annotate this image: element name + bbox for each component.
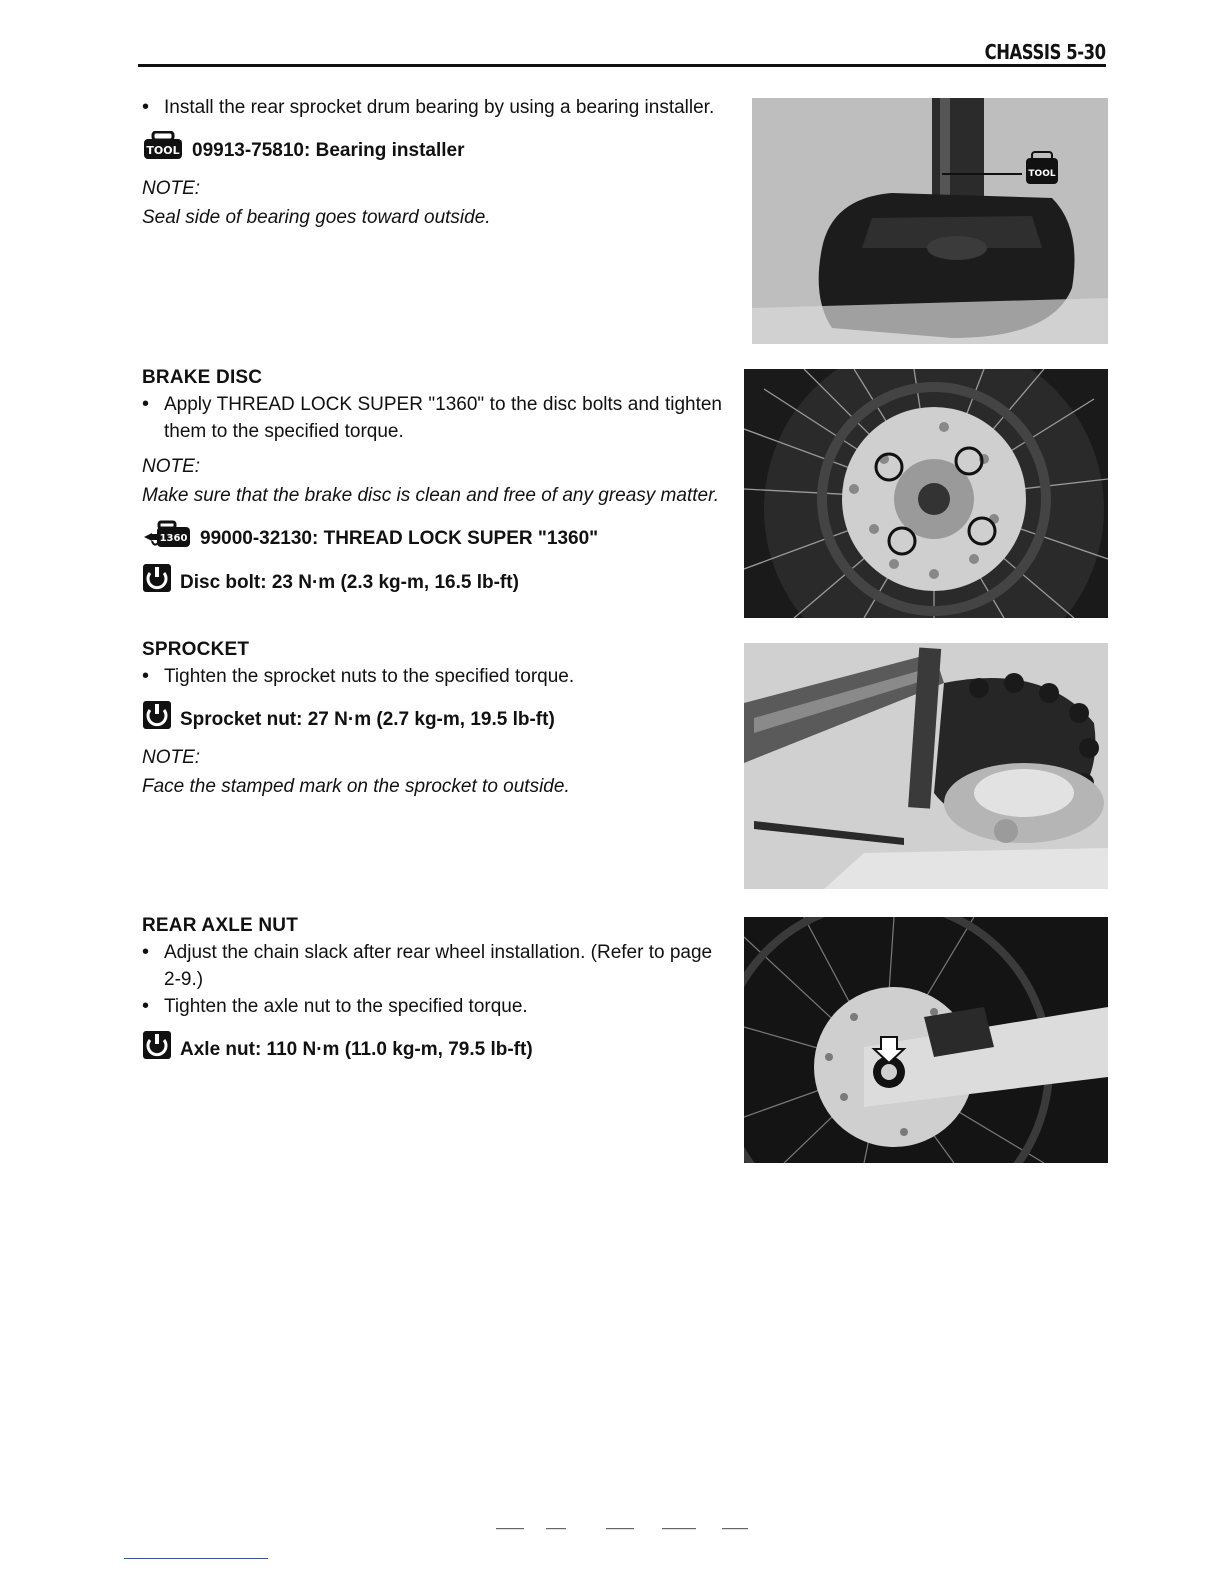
thread-lock-icon [142, 519, 192, 557]
brake-disc-note-text: Make sure that the brake disc is clean and free of any greasy matter. [142, 485, 719, 506]
brake-disc-torque-spec [142, 563, 722, 601]
axle-instruction-2: • Tighten the axle nut to the specified torque. [142, 993, 722, 1020]
tool-badge-text: TOOL [146, 144, 180, 157]
sprocket-torque-spec [142, 700, 722, 738]
section-sprocket [142, 636, 722, 800]
photo-bearing-installer [752, 98, 1108, 344]
header-rule [138, 64, 1106, 67]
axle-torque-label: Axle nut: 110 N·m (11.0 kg-m, 79.5 lb-ft) [180, 1038, 533, 1060]
brake-disc-note-label: NOTE: [142, 456, 201, 477]
footer-marks [496, 1528, 756, 1530]
brake-disc-lock-spec [142, 519, 722, 557]
bearing-note-text: Seal side of bearing goes toward outside. [142, 207, 491, 228]
brake-disc-lock-label: 99000-32130: THREAD LOCK SUPER "1360" [200, 527, 599, 549]
bearing-tool-spec [142, 131, 722, 169]
section-bearing [142, 94, 722, 231]
torque-wrench-icon [142, 563, 172, 601]
axle-torque-spec [142, 1030, 722, 1068]
lock-badge-text: 1360 [159, 533, 188, 544]
bearing-tool-label: 09913-75810: Bearing installer [192, 139, 465, 161]
sprocket-torque-label: Sprocket nut: 27 N·m (2.7 kg-m, 19.5 lb-ft) [180, 708, 555, 730]
sprocket-note-text: Face the stamped mark on the sprocket to outside. [142, 776, 570, 797]
brake-disc-torque-label: Disc bolt: 23 N·m (2.3 kg-m, 16.5 lb-ft) [180, 571, 519, 593]
section-brake-disc [142, 364, 722, 605]
photo-sprocket [744, 643, 1108, 889]
photo-brake-disc [744, 369, 1108, 618]
footer-link-underline [124, 1558, 268, 1559]
sprocket-heading: SPROCKET [142, 639, 250, 660]
torque-wrench-icon [142, 700, 172, 738]
section-rear-axle-nut [142, 912, 722, 1072]
sprocket-note-label: NOTE: [142, 747, 201, 768]
sprocket-instruction: • Tighten the sprocket nuts to the specified torque. [142, 663, 722, 690]
bearing-instruction: • Install the rear sprocket drum bearing by using a bearing installer. [142, 94, 722, 121]
photo-tool-badge-text: TOOL [1028, 169, 1056, 179]
brake-disc-instruction: • Apply THREAD LOCK SUPER "1360" to the disc bolts and tighten them to the specified torque. [142, 391, 722, 445]
torque-wrench-icon [142, 1030, 172, 1068]
photo-rear-axle-nut [744, 917, 1108, 1163]
axle-heading: REAR AXLE NUT [142, 915, 299, 936]
bearing-note-label: NOTE: [142, 178, 201, 199]
brake-disc-heading: BRAKE DISC [142, 367, 263, 388]
page-title: CHASSIS 5-30 [984, 40, 1106, 64]
axle-instruction-1: • Adjust the chain slack after rear wheel installation. (Refer to page 2-9.) [142, 939, 722, 993]
tool-icon [142, 131, 184, 169]
